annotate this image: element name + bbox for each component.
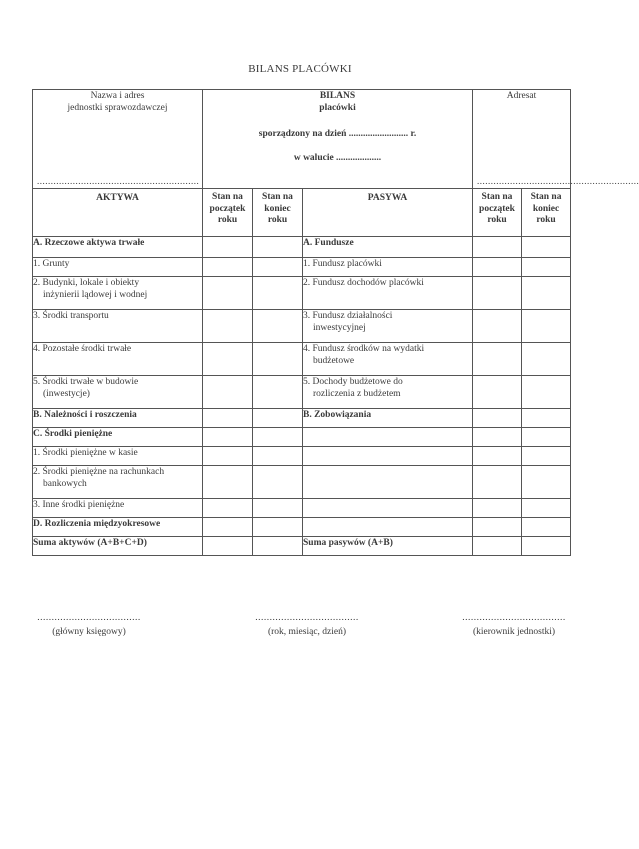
value-cell[interactable] (522, 499, 571, 518)
aktywa-label: D. Rozliczenia międzyokresowe (33, 518, 203, 537)
pasywa-label (303, 310, 473, 343)
table-row (33, 237, 571, 258)
entity-dots: ........................................................... (37, 176, 200, 186)
adresat-dots: ........................................................... (477, 176, 639, 186)
start-label-3: roku (487, 215, 507, 225)
value-cell[interactable] (253, 258, 303, 277)
value-cell[interactable] (522, 277, 571, 310)
pasywa-label (303, 376, 473, 409)
table-row (33, 466, 571, 499)
table-row (33, 258, 571, 277)
start-label-2: początek (209, 203, 246, 214)
table-row (33, 428, 571, 447)
signature-manager (455, 614, 573, 637)
value-cell[interactable] (473, 499, 522, 518)
value-cell[interactable] (203, 428, 253, 447)
aktywa-end-header (253, 189, 303, 237)
value-cell[interactable] (253, 409, 303, 428)
entity-label-line2: jednostki sprawozdawczej (67, 103, 168, 113)
value-cell[interactable] (522, 447, 571, 466)
start-label-1: Stan na (212, 192, 243, 202)
value-cell[interactable] (522, 537, 571, 556)
value-cell[interactable] (522, 466, 571, 499)
bilans-header-cell (203, 90, 473, 189)
value-cell[interactable] (203, 466, 253, 499)
aktywa-label: 4. Pozostałe środki trwałe (33, 343, 203, 376)
column-header-row (33, 189, 571, 237)
aktywa-label-line1: 2. Środki pieniężne na rachunkach (33, 467, 165, 477)
signature-dots: .................................... (255, 613, 359, 623)
value-cell[interactable] (203, 343, 253, 376)
pasywa-label-line1: 3. Fundusz działalności (303, 311, 393, 321)
value-cell[interactable] (253, 466, 303, 499)
aktywa-label: C. Środki pieniężne (33, 428, 203, 447)
aktywa-label (33, 466, 203, 499)
value-cell[interactable] (253, 518, 303, 537)
start-label-1: Stan na (481, 192, 513, 202)
end-label-3: roku (536, 215, 556, 225)
signature-dots: .................................... (37, 613, 141, 623)
value-cell[interactable] (473, 343, 522, 376)
value-cell[interactable] (253, 537, 303, 556)
value-cell[interactable] (203, 518, 253, 537)
value-cell[interactable] (522, 258, 571, 277)
pasywa-label: A. Fundusze (303, 237, 473, 258)
pasywa-label-line1: 4. Fundusz środków na wydatki (303, 344, 425, 354)
balance-sheet-table (32, 89, 639, 556)
table-row (33, 447, 571, 466)
table-row (33, 537, 571, 556)
end-label-1: Stan na (530, 192, 562, 202)
signature-label: (główny księgowy) (52, 627, 126, 637)
value-cell[interactable] (473, 518, 522, 537)
date-line: sporządzony na dzień ......................... r. (258, 129, 417, 139)
value-cell[interactable] (473, 258, 522, 277)
value-cell[interactable] (253, 499, 303, 518)
value-cell[interactable] (522, 343, 571, 376)
pasywa-label-line2: rozliczenia z budżetem (313, 389, 401, 399)
value-cell[interactable] (253, 237, 303, 258)
value-cell[interactable] (473, 409, 522, 428)
aktywa-label: 3. Inne środki pieniężne (33, 499, 203, 518)
pasywa-label: 1. Fundusz placówki (303, 258, 473, 277)
value-cell[interactable] (473, 428, 522, 447)
value-cell[interactable] (203, 277, 253, 310)
adresat-cell (473, 90, 639, 189)
value-cell[interactable] (253, 277, 303, 310)
empty-cell (303, 447, 473, 466)
signature-date (250, 614, 364, 637)
table-row (33, 376, 571, 409)
aktywa-label: A. Rzeczowe aktywa trwałe (33, 237, 203, 258)
pasywa-label (303, 343, 473, 376)
adresat-label: Adresat (506, 91, 537, 101)
table-row (33, 409, 571, 428)
signature-dots: .................................... (462, 613, 566, 623)
aktywa-label: B. Należności i roszczenia (33, 409, 203, 428)
value-cell[interactable] (522, 310, 571, 343)
aktywa-header: AKTYWA (33, 189, 203, 237)
value-cell[interactable] (253, 343, 303, 376)
start-label-3: roku (217, 215, 238, 225)
value-cell[interactable] (203, 499, 253, 518)
aktywa-label-line2: (inwestycje) (43, 389, 90, 399)
aktywa-label-line2: inżynierii lądowej i wodnej (43, 290, 148, 300)
pasywa-label-line1: 5. Dochody budżetowe do (303, 377, 403, 387)
bilans-subtitle: placówki (319, 103, 356, 113)
start-label-2: początek (479, 203, 515, 214)
pasywa-end-header (522, 189, 571, 237)
table-row (33, 499, 571, 518)
empty-cell (303, 499, 473, 518)
value-cell[interactable] (253, 376, 303, 409)
table-row (33, 310, 571, 343)
value-cell[interactable] (473, 237, 522, 258)
pasywa-label: 2. Fundusz dochodów placówki (303, 277, 473, 310)
signature-accountant (30, 614, 148, 637)
value-cell[interactable] (522, 409, 571, 428)
pasywa-label: B. Zobowiązania (303, 409, 473, 428)
pasywa-label-line2: budżetowe (313, 356, 355, 366)
value-cell[interactable] (473, 376, 522, 409)
value-cell[interactable] (522, 518, 571, 537)
end-label-2: koniec (532, 203, 560, 214)
value-cell[interactable] (203, 447, 253, 466)
end-label-2: koniec (264, 203, 291, 214)
value-cell[interactable] (522, 237, 571, 258)
aktywa-label-line1: 2. Budynki, lokale i obiekty (33, 278, 140, 288)
assets-total-label: Suma aktywów (A+B+C+D) (33, 537, 203, 556)
entity-label-line1: Nazwa i adres (90, 91, 145, 101)
value-cell[interactable] (522, 376, 571, 409)
value-cell[interactable] (203, 237, 253, 258)
value-cell[interactable] (203, 537, 253, 556)
value-cell[interactable] (253, 310, 303, 343)
signature-label: (kierownik jednostki) (472, 627, 556, 637)
value-cell[interactable] (473, 447, 522, 466)
aktywa-label (33, 376, 203, 409)
aktywa-label: 1. Środki pieniężne w kasie (33, 447, 203, 466)
empty-cell (303, 518, 473, 537)
value-cell[interactable] (473, 537, 522, 556)
aktywa-start-header (203, 189, 253, 237)
value-cell[interactable] (473, 466, 522, 499)
empty-cell (303, 428, 473, 447)
aktywa-label (33, 277, 203, 310)
entity-name-cell (33, 90, 203, 189)
table-row (33, 277, 571, 310)
signature-label: (rok, miesiąc, dzień) (267, 627, 347, 637)
document-title: BILANS PLACÓWKI (248, 63, 352, 75)
pasywa-label-line2: inwestycyjnej (313, 323, 366, 333)
value-cell[interactable] (522, 428, 571, 447)
value-cell[interactable] (253, 428, 303, 447)
value-cell[interactable] (473, 310, 522, 343)
value-cell[interactable] (253, 447, 303, 466)
value-cell[interactable] (203, 409, 253, 428)
aktywa-label-line1: 5. Środki trwałe w budowie (33, 377, 139, 387)
value-cell[interactable] (473, 277, 522, 310)
empty-cell (303, 466, 473, 499)
table-row (33, 518, 571, 537)
pasywa-start-header (473, 189, 522, 237)
value-cell[interactable] (203, 310, 253, 343)
aktywa-label: 3. Środki transportu (33, 310, 203, 343)
end-label-1: Stan na (262, 192, 293, 202)
value-cell[interactable] (203, 258, 253, 277)
table-row (33, 343, 571, 376)
value-cell[interactable] (203, 376, 253, 409)
end-label-3: roku (267, 215, 288, 225)
aktywa-label-line2: bankowych (43, 479, 87, 489)
currency-line: w walucie ................... (293, 153, 382, 163)
aktywa-label: 1. Grunty (33, 258, 203, 277)
bilans-title: BILANS (319, 91, 356, 101)
pasywa-header: PASYWA (303, 189, 473, 237)
header-row (33, 90, 571, 189)
liabilities-total-label: Suma pasywów (A+B) (303, 537, 473, 556)
